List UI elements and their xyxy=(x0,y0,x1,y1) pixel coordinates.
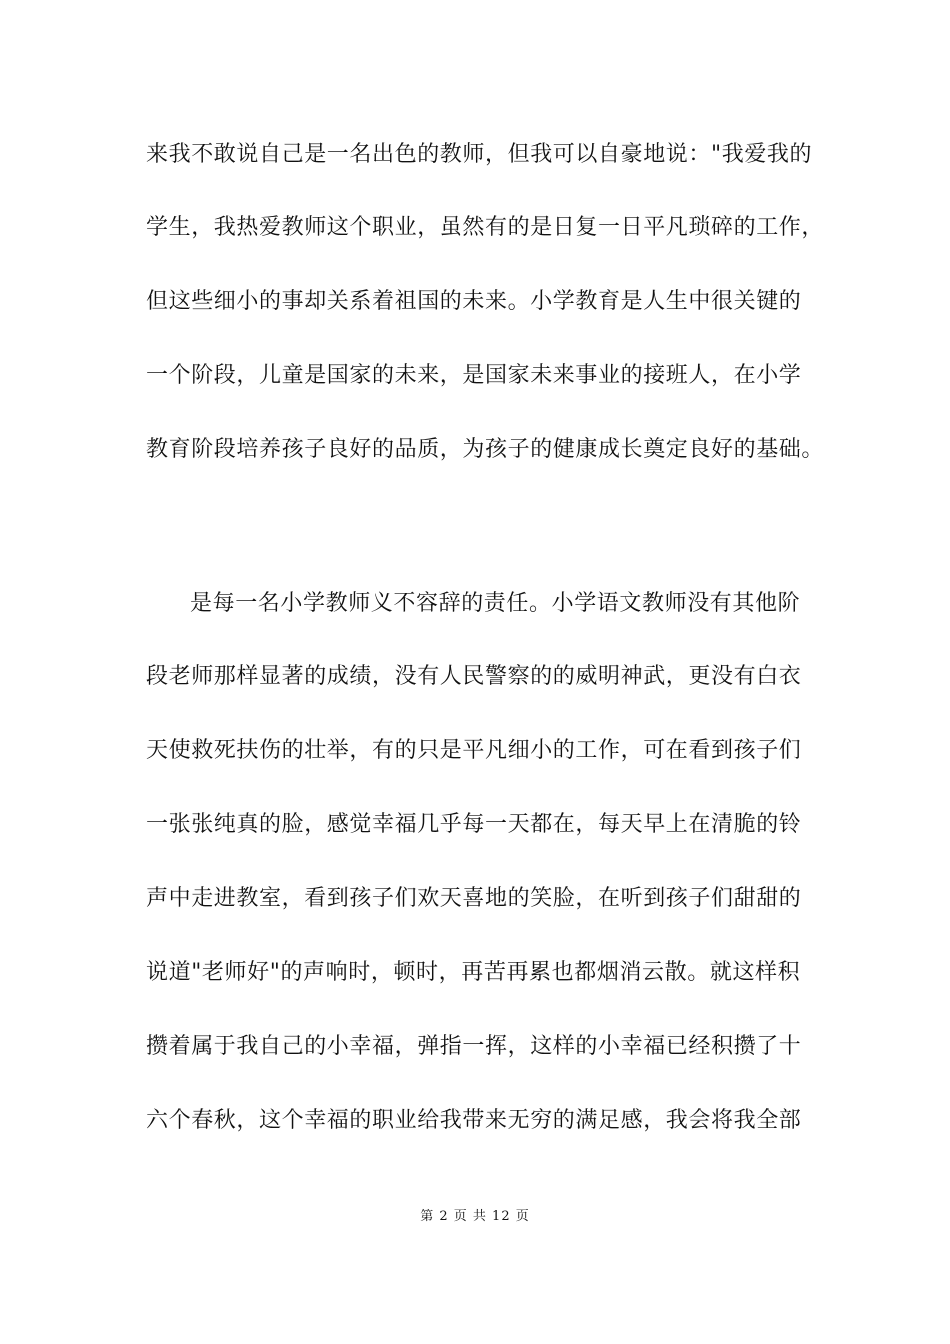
paragraph-2-line-1: 是每一名小学教师义不容辞的责任。小学语文教师没有其他阶 xyxy=(190,591,801,616)
paragraph-1-line-2: 学生，我热爱教师这个职业，虽然有的是日复一日平凡琐碎的工作， xyxy=(146,215,825,240)
paragraph-2-line-5: 声中走进教室，看到孩子们欢天喜地的笑脸，在听到孩子们甜甜的 xyxy=(146,886,802,911)
paragraph-1-line-3: 但这些细小的事却关系着祖国的未来。小学教育是人生中很关键的 xyxy=(146,289,802,314)
paragraph-2-line-2: 段老师那样显著的成绩，没有人民警察的的威明神武，更没有白衣 xyxy=(146,664,802,689)
paragraph-2-line-7: 攒着属于我自己的小幸福，弹指一挥，这样的小幸福已经积攒了十 xyxy=(146,1034,802,1059)
paragraph-1-line-4: 一个阶段，儿童是国家的未来，是国家未来事业的接班人，在小学 xyxy=(146,363,802,388)
page-number-footer: 第 2 页 共 12 页 xyxy=(420,1209,530,1224)
paragraph-2-line-6: 说道"老师好"的声响时，顿时，再苦再累也都烟消云散。就这样积 xyxy=(146,960,801,985)
paragraph-1-line-5: 教育阶段培养孩子良好的品质，为孩子的健康成长奠定良好的基础。 xyxy=(146,437,825,462)
paragraph-2-line-8: 六个春秋，这个幸福的职业给我带来无穷的满足感，我会将我全部 xyxy=(146,1108,802,1133)
paragraph-1-line-1: 来我不敢说自己是一名出色的教师，但我可以自豪地说："我爱我的 xyxy=(146,142,813,167)
paragraph-2-line-3: 天使救死扶伤的壮举，有的只是平凡细小的工作，可在看到孩子们 xyxy=(146,738,802,763)
paragraph-2-line-4: 一张张纯真的脸，感觉幸福几乎每一天都在，每天早上在清脆的铃 xyxy=(146,812,802,837)
